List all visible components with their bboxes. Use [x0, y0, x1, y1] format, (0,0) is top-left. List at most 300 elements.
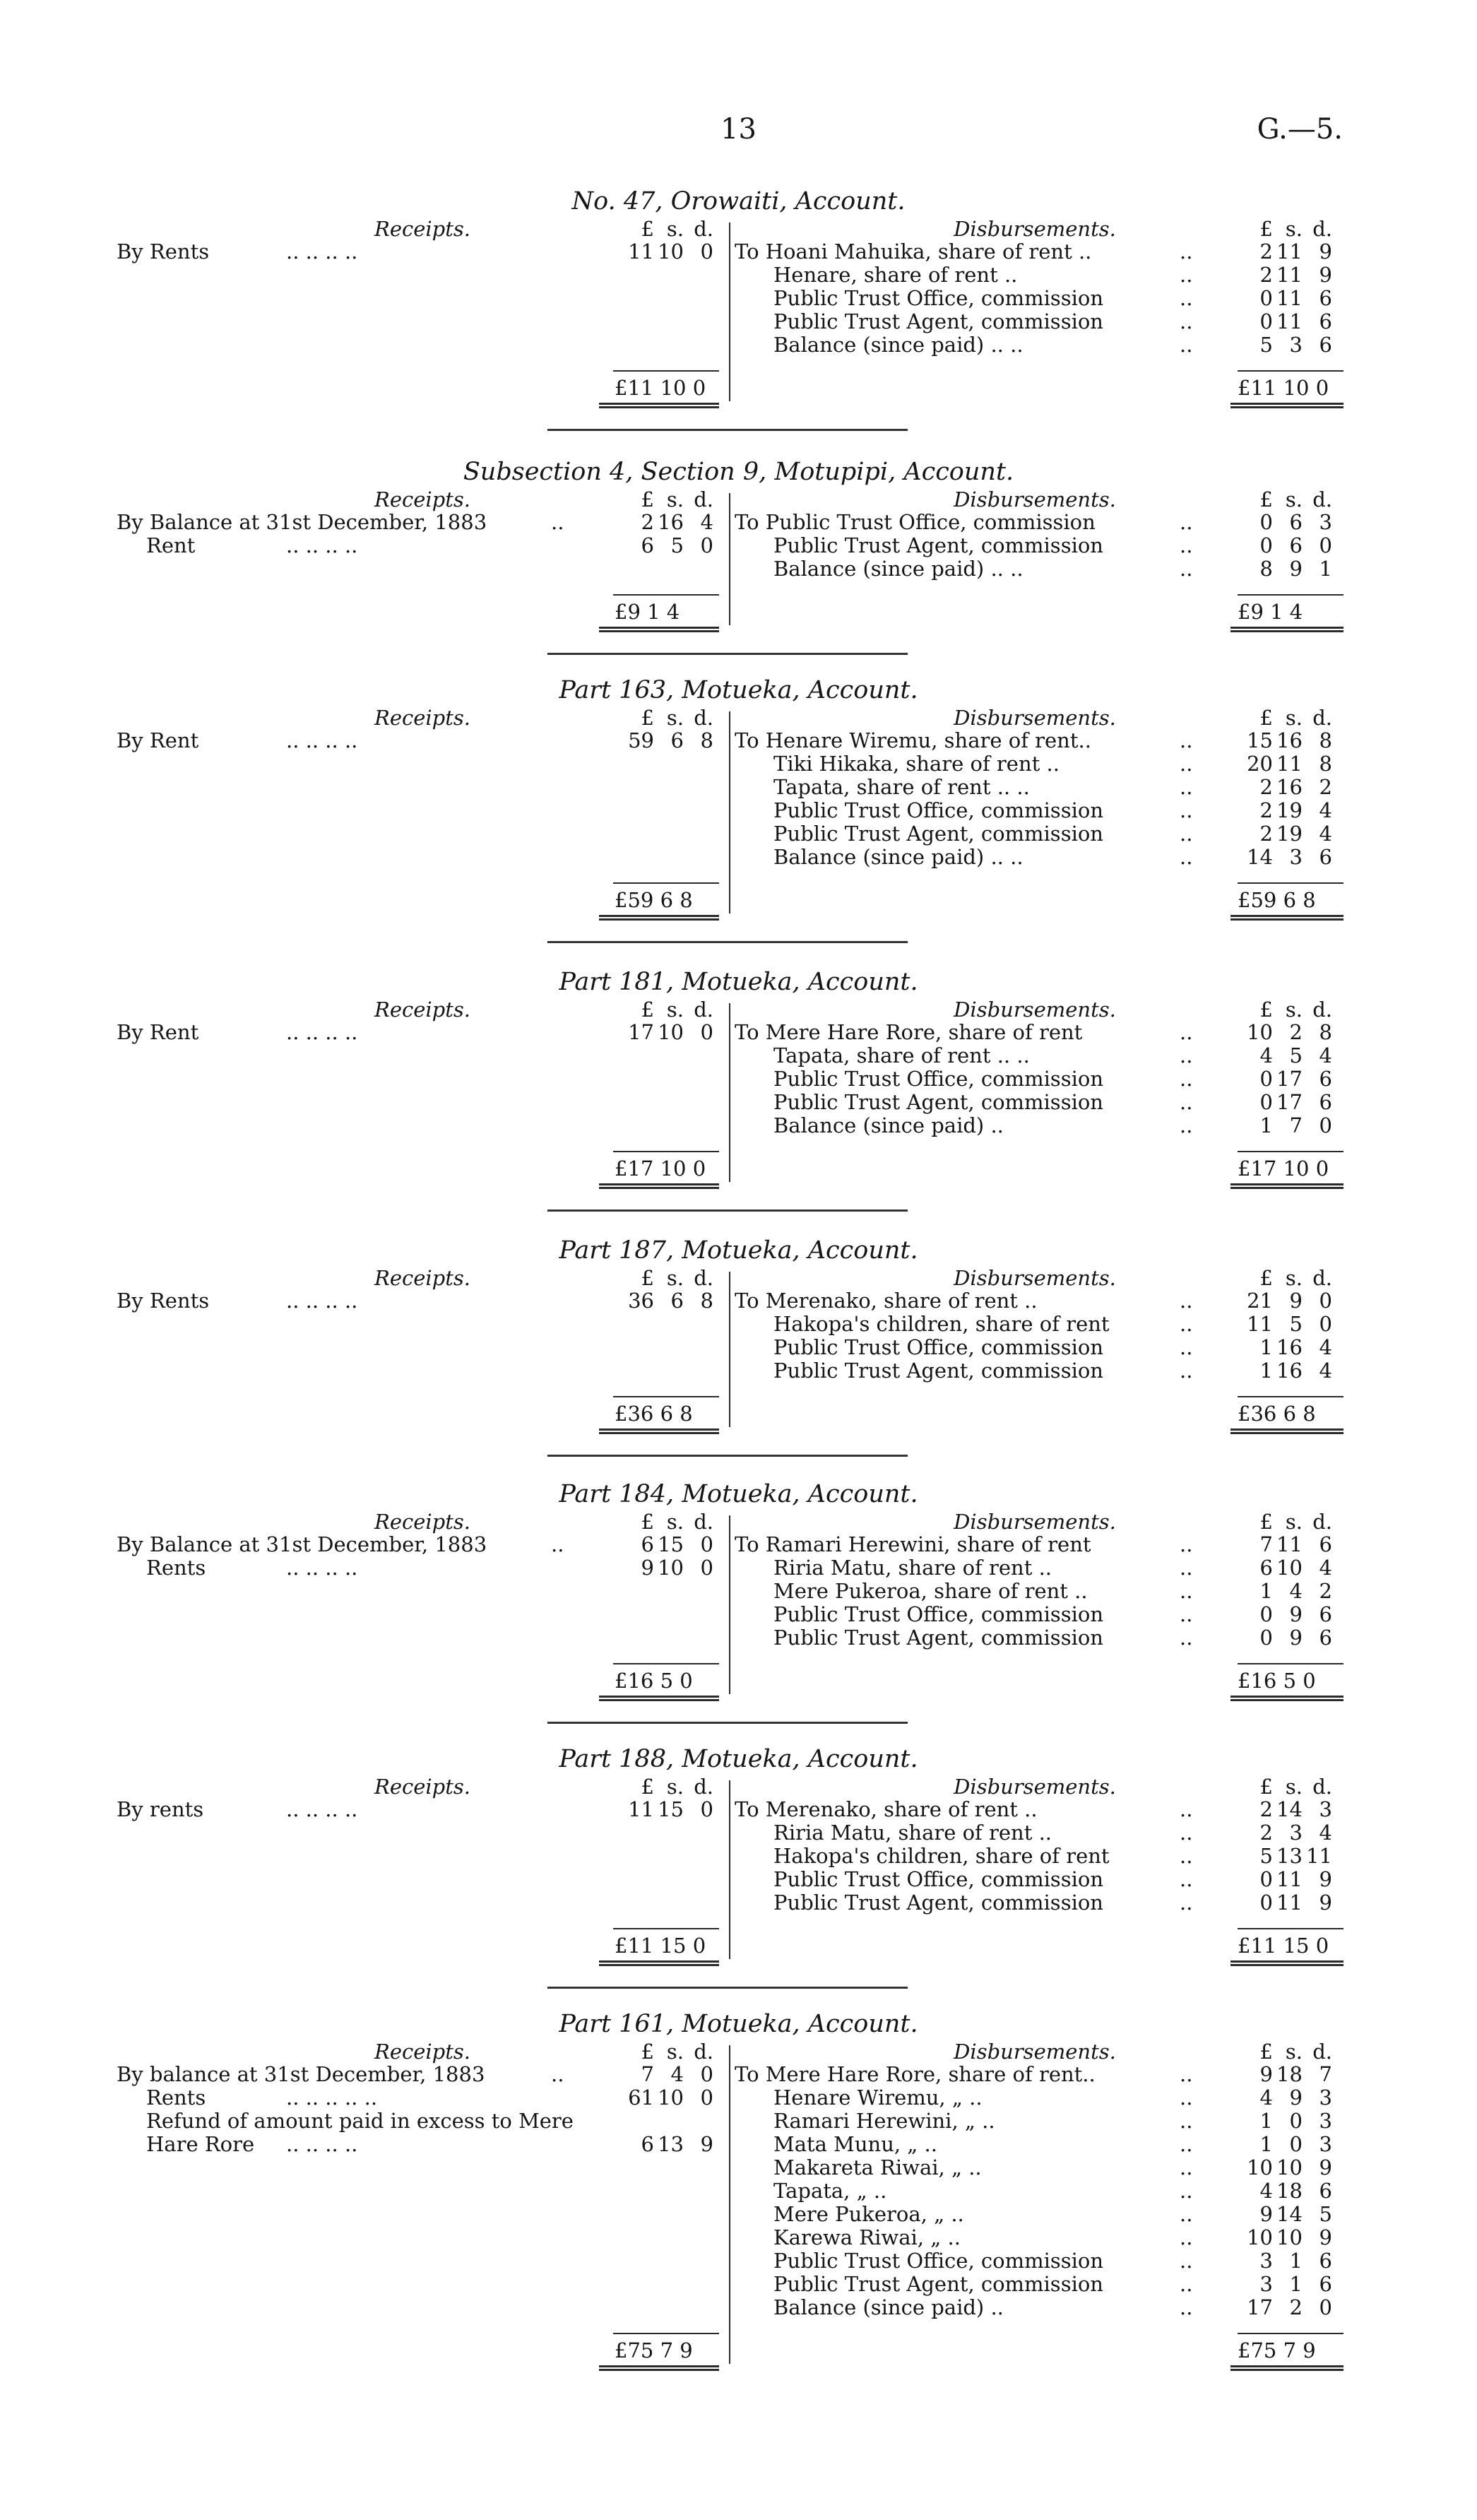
disbursement-amount [1242, 2272, 1332, 2296]
disbursement-amount-pounds: 0 [1259, 1891, 1273, 1915]
disbursement-amount-pounds: 15 [1247, 728, 1273, 752]
disbursement-leader-dots: .. [1180, 1090, 1193, 1114]
disbursement-leader-dots: .. [1180, 510, 1193, 534]
disbursement-label: Riria Matu, share of rent .. [773, 1556, 1052, 1580]
disbursement-amount-pence: 9 [1319, 2225, 1332, 2249]
disbursement-amount-pence: 3 [1319, 2086, 1332, 2110]
account-separator [547, 653, 908, 655]
unit-shilling: s. [666, 217, 684, 241]
receipt-amount-shillings: 16 [658, 510, 684, 534]
disbursements-total-double-rule [1230, 915, 1343, 921]
disbursement-amount-pence: 5 [1319, 2202, 1332, 2226]
receipt-amount-pounds: 9 [641, 1556, 654, 1580]
disbursement-amount [1242, 286, 1332, 310]
receipts-units-header [623, 2040, 713, 2064]
column-divider [729, 1003, 730, 1182]
unit-shilling: s. [666, 1510, 684, 1534]
receipt-amount-pounds: 6 [641, 2132, 654, 2156]
disbursement-amount-pounds: 0 [1259, 533, 1273, 557]
disbursement-amount-pence: 6 [1319, 1626, 1332, 1650]
disbursement-amount [1242, 1335, 1332, 1359]
receipts-units-header [623, 217, 713, 241]
receipt-leader-dots: .. .. .. .. [286, 2132, 358, 2156]
receipt-amount [623, 533, 713, 557]
disbursement-leader-dots: .. [1180, 1289, 1193, 1313]
disbursement-amount-shillings: 5 [1289, 1312, 1303, 1336]
disbursement-amount-shillings: 10 [1276, 2225, 1303, 2249]
disbursement-leader-dots: .. [1180, 2062, 1193, 2086]
receipt-leader-dots: .. [551, 510, 564, 534]
account-section [0, 187, 1477, 403]
disbursement-leader-dots: .. [1180, 2202, 1193, 2226]
unit-shilling: s. [1285, 998, 1303, 1022]
disbursement-amount-shillings: 14 [1276, 2202, 1303, 2226]
receipts-subtotal-rule [613, 594, 719, 596]
receipts-total-double-rule [599, 627, 719, 632]
disbursement-label: To Public Trust Office, commission [735, 510, 1096, 534]
disbursement-amount-pounds: 1 [1259, 2132, 1273, 2156]
disbursement-amount-pence: 4 [1319, 1556, 1332, 1580]
disbursement-label: Public Trust Agent, commission [773, 1891, 1103, 1915]
unit-pence: d. [694, 1266, 713, 1290]
receipts-subtotal-rule [613, 1663, 719, 1664]
disbursement-amount [1242, 2249, 1332, 2273]
receipts-heading: Receipts. [374, 487, 470, 511]
disbursement-amount-pence: 6 [1319, 1067, 1332, 1091]
unit-shilling: s. [1285, 217, 1303, 241]
receipt-amount-pounds: 36 [628, 1289, 654, 1313]
disbursement-leader-dots: .. [1180, 1335, 1193, 1359]
disbursement-label: Public Trust Office, commission [773, 1067, 1104, 1091]
disbursement-amount-shillings: 11 [1276, 1532, 1303, 1556]
account-separator [547, 1209, 908, 1212]
disbursements-total-double-rule [1230, 627, 1343, 632]
disbursement-amount [1242, 2202, 1332, 2226]
disbursements-total-double-rule [1230, 1183, 1343, 1189]
disbursement-amount-shillings: 14 [1276, 1797, 1303, 1821]
disbursement-amount-shillings: 17 [1276, 1067, 1303, 1091]
disbursement-amount [1242, 309, 1332, 333]
receipts-subtotal-rule [613, 2333, 719, 2334]
unit-shilling: s. [666, 998, 684, 1022]
disbursement-leader-dots: .. [1180, 2086, 1193, 2110]
unit-pound: £ [641, 706, 654, 730]
receipt-amount-pounds: 11 [628, 1797, 654, 1821]
receipt-label: By rents [117, 1797, 204, 1821]
receipt-amount-pence: 0 [700, 239, 713, 264]
disbursement-amount-pounds: 2 [1259, 1821, 1273, 1845]
disbursement-amount-pounds: 14 [1247, 845, 1273, 869]
disbursement-amount-pence: 0 [1319, 2295, 1332, 2319]
disbursement-amount-pounds: 9 [1259, 2062, 1273, 2086]
disbursement-amount-pence: 8 [1319, 728, 1332, 752]
disbursement-amount-pounds: 2 [1259, 798, 1273, 822]
receipts-heading: Receipts. [374, 1775, 470, 1799]
disbursement-amount-pounds: 21 [1247, 1289, 1273, 1313]
disbursement-amount-shillings: 11 [1276, 309, 1303, 333]
receipt-amount-pounds: 2 [641, 510, 654, 534]
disbursement-amount-pounds: 10 [1247, 2155, 1273, 2179]
disbursement-amount-pounds: 9 [1259, 2202, 1273, 2226]
disbursement-amount-pounds: 2 [1259, 775, 1273, 799]
account-section [0, 1236, 1477, 1428]
disbursement-label: To Henare Wiremu, share of rent.. [735, 728, 1091, 752]
disbursements-total-double-rule [1230, 1960, 1343, 1966]
account-title: No. 47, Orowaiti, Account. [571, 187, 906, 215]
disbursement-amount-shillings: 18 [1276, 2179, 1303, 2203]
disbursement-amount-shillings: 16 [1276, 728, 1303, 752]
disbursement-amount-shillings: 1 [1289, 2249, 1303, 2273]
disbursement-amount [1242, 1797, 1332, 1821]
receipts-heading: Receipts. [374, 217, 470, 241]
disbursement-leader-dots: .. [1180, 239, 1193, 264]
column-divider [729, 2045, 730, 2364]
disbursement-amount-shillings: 0 [1289, 2132, 1303, 2156]
receipts-subtotal-rule [613, 1928, 719, 1929]
disbursement-leader-dots: .. [1180, 1556, 1193, 1580]
disbursement-label: Balance (since paid) .. [773, 2295, 1004, 2319]
disbursement-amount-pence: 6 [1319, 286, 1332, 310]
disbursement-amount [1242, 1359, 1332, 1383]
disbursement-amount-pence: 4 [1319, 1821, 1332, 1845]
disbursement-label: Balance (since paid) .. .. [773, 333, 1024, 357]
disbursement-label: Public Trust Agent, commission [773, 533, 1103, 557]
disbursement-amount-shillings: 19 [1276, 798, 1303, 822]
disbursements-heading: Disbursements. [954, 1510, 1116, 1534]
receipt-amount-pounds: 6 [641, 1532, 654, 1556]
disbursement-amount [1242, 333, 1332, 357]
disbursement-leader-dots: .. [1180, 2155, 1193, 2179]
unit-pence: d. [1312, 487, 1332, 511]
receipt-label: By Balance at 31st December, 1883 [117, 1532, 487, 1556]
column-divider [729, 1515, 730, 1694]
disbursement-amount-pence: 6 [1319, 1090, 1332, 1114]
receipt-label: By Rent [117, 728, 199, 752]
disbursement-amount [1242, 533, 1332, 557]
disbursement-label: Public Trust Agent, commission [773, 309, 1103, 333]
column-divider [729, 223, 730, 401]
receipt-label: By Rents [117, 1289, 210, 1313]
disbursement-amount-pounds: 8 [1259, 557, 1273, 581]
disbursement-leader-dots: .. [1180, 1113, 1193, 1137]
disbursement-label: Tapata, share of rent .. .. [773, 775, 1030, 799]
receipt-amount-pence: 8 [700, 728, 713, 752]
receipt-amount-pence: 0 [700, 1020, 713, 1044]
unit-pence: d. [1312, 1775, 1332, 1799]
unit-pound: £ [1259, 706, 1273, 730]
disbursement-amount-shillings: 3 [1289, 845, 1303, 869]
receipt-amount [623, 2086, 713, 2110]
receipts-total-double-rule [599, 1960, 719, 1966]
disbursement-amount-pence: 6 [1319, 1602, 1332, 1626]
receipts-heading: Receipts. [374, 998, 470, 1022]
unit-shilling: s. [666, 2040, 684, 2064]
disbursement-amount-shillings: 13 [1276, 1844, 1303, 1868]
unit-shilling: s. [666, 487, 684, 511]
disbursements-total-double-rule [1230, 2365, 1343, 2371]
disbursement-amount-pounds: 0 [1259, 510, 1273, 534]
receipt-amount [623, 2109, 713, 2133]
disbursements-units-header [1242, 1266, 1332, 1290]
disbursement-amount-shillings: 11 [1276, 263, 1303, 287]
disbursement-label: Public Trust Agent, commission [773, 1090, 1103, 1114]
receipts-total-double-rule [599, 1183, 719, 1189]
receipt-amount [623, 1289, 713, 1313]
disbursement-amount-shillings: 2 [1289, 1020, 1303, 1044]
receipt-leader-dots: .. .. .. .. [286, 239, 358, 264]
disbursement-amount-shillings: 17 [1276, 1090, 1303, 1114]
disbursements-total: £36 6 8 [1238, 1402, 1316, 1426]
disbursement-amount-shillings: 0 [1289, 2109, 1303, 2133]
receipt-label: By balance at 31st December, 1883 [117, 2062, 485, 2086]
disbursement-amount [1242, 2295, 1332, 2319]
disbursement-amount-pounds: 17 [1247, 2295, 1273, 2319]
disbursement-leader-dots: .. [1180, 1312, 1193, 1336]
disbursement-label: To Merenako, share of rent .. [735, 1289, 1038, 1313]
disbursement-amount-shillings: 3 [1289, 333, 1303, 357]
disbursement-amount-pence: 3 [1319, 2109, 1332, 2133]
unit-shilling: s. [1285, 706, 1303, 730]
disbursements-total-double-rule [1230, 1696, 1343, 1701]
disbursement-leader-dots: .. [1180, 309, 1193, 333]
disbursement-leader-dots: .. [1180, 845, 1193, 869]
account-section [0, 968, 1477, 1183]
disbursements-total: £17 10 0 [1238, 1157, 1329, 1181]
receipt-amount-pounds: 59 [628, 728, 654, 752]
disbursement-amount-pence: 6 [1319, 333, 1332, 357]
column-divider [729, 711, 730, 913]
disbursement-amount-pence: 0 [1319, 1113, 1332, 1137]
disbursement-label: Public Trust Office, commission [773, 798, 1104, 822]
disbursement-amount-shillings: 9 [1289, 557, 1303, 581]
receipts-heading: Receipts. [374, 1510, 470, 1534]
disbursement-leader-dots: .. [1180, 1043, 1193, 1067]
disbursements-subtotal-rule [1238, 1151, 1343, 1152]
disbursements-total: £59 6 8 [1238, 888, 1316, 912]
disbursement-amount [1242, 1867, 1332, 1891]
disbursement-leader-dots: .. [1180, 1532, 1193, 1556]
disbursement-label: Public Trust Agent, commission [773, 1359, 1103, 1383]
disbursement-amount-pence: 4 [1319, 1335, 1332, 1359]
receipt-amount-pence: 0 [700, 1797, 713, 1821]
disbursement-label: Tapata, „ .. [773, 2179, 887, 2203]
disbursement-amount-shillings: 11 [1276, 239, 1303, 264]
disbursement-amount [1242, 845, 1332, 869]
disbursement-label: Makareta Riwai, „ .. [773, 2155, 982, 2179]
disbursement-amount-pounds: 11 [1247, 1312, 1273, 1336]
receipt-amount [623, 1532, 713, 1556]
disbursement-amount-pence: 2 [1319, 775, 1332, 799]
receipt-amount-shillings: 15 [658, 1797, 684, 1821]
disbursements-total-double-rule [1230, 1428, 1343, 1434]
receipt-label: By Balance at 31st December, 1883 [117, 510, 487, 534]
receipt-leader-dots: .. .. .. .. [286, 1797, 358, 1821]
disbursement-amount [1242, 2179, 1332, 2203]
disbursement-amount-pence: 6 [1319, 2272, 1332, 2296]
disbursement-amount [1242, 510, 1332, 534]
disbursement-amount [1242, 1626, 1332, 1650]
disbursement-amount [1242, 2132, 1332, 2156]
disbursement-amount-shillings: 4 [1289, 1579, 1303, 1603]
disbursement-leader-dots: .. [1180, 1626, 1193, 1650]
disbursement-amount-pounds: 0 [1259, 1090, 1273, 1114]
unit-pence: d. [694, 487, 713, 511]
disbursement-amount-pence: 2 [1319, 1579, 1332, 1603]
disbursement-label: Tapata, share of rent .. .. [773, 1043, 1030, 1067]
receipts-units-header [623, 998, 713, 1022]
receipts-total: £36 6 8 [615, 1402, 693, 1426]
disbursement-amount-pence: 3 [1319, 510, 1332, 534]
receipts-subtotal-rule [613, 882, 719, 884]
unit-pence: d. [694, 998, 713, 1022]
disbursements-subtotal-rule [1238, 370, 1343, 372]
disbursement-amount [1242, 1090, 1332, 1114]
disbursement-amount-shillings: 2 [1289, 2295, 1303, 2319]
disbursement-amount-pence: 4 [1319, 1359, 1332, 1383]
disbursement-label: Karewa Riwai, „ .. [773, 2225, 961, 2249]
disbursement-leader-dots: .. [1180, 752, 1193, 776]
unit-pound: £ [1259, 1775, 1273, 1799]
unit-pound: £ [1259, 1510, 1273, 1534]
account-separator [547, 941, 908, 943]
disbursement-label: Ramari Herewini, „ .. [773, 2109, 995, 2133]
disbursement-leader-dots: .. [1180, 533, 1193, 557]
disbursement-amount-pence: 6 [1319, 309, 1332, 333]
disbursement-label: To Merenako, share of rent .. [735, 1797, 1038, 1821]
unit-pence: d. [694, 706, 713, 730]
unit-shilling: s. [1285, 2040, 1303, 2064]
disbursement-amount-shillings: 6 [1289, 510, 1303, 534]
receipt-amount-pounds: 61 [628, 2086, 654, 2110]
disbursement-leader-dots: .. [1180, 1602, 1193, 1626]
disbursement-amount-pounds: 1 [1259, 1359, 1273, 1383]
disbursement-label: Mere Pukeroa, share of rent .. [773, 1579, 1088, 1603]
disbursement-amount-pence: 6 [1319, 845, 1332, 869]
disbursement-label: Henare, share of rent .. [773, 263, 1018, 287]
disbursement-amount-pounds: 10 [1247, 2225, 1273, 2249]
receipt-amount [623, 1556, 713, 1580]
disbursement-label: Hakopa's children, share of rent [773, 1312, 1110, 1336]
disbursement-amount-shillings: 10 [1276, 1556, 1303, 1580]
disbursement-label: Public Trust Office, commission [773, 1867, 1104, 1891]
receipt-amount-pence: 0 [700, 533, 713, 557]
page-number: 13 [720, 113, 757, 146]
disbursements-subtotal-rule [1238, 1663, 1343, 1664]
disbursement-amount-pence: 8 [1319, 1020, 1332, 1044]
receipt-amount [623, 728, 713, 752]
account-title: Part 187, Motueka, Account. [559, 1236, 918, 1265]
receipt-amount-shillings: 6 [670, 728, 684, 752]
disbursement-amount [1242, 1556, 1332, 1580]
disbursement-amount-pounds: 6 [1259, 1556, 1273, 1580]
disbursement-label: Mata Munu, „ .. [773, 2132, 937, 2156]
disbursement-amount [1242, 2155, 1332, 2179]
disbursements-subtotal-rule [1238, 594, 1343, 596]
disbursements-heading: Disbursements. [954, 217, 1116, 241]
disbursements-subtotal-rule [1238, 1396, 1343, 1397]
disbursement-amount-shillings: 19 [1276, 822, 1303, 846]
disbursement-amount [1242, 775, 1332, 799]
disbursement-amount-pence: 6 [1319, 2179, 1332, 2203]
unit-pence: d. [694, 217, 713, 241]
disbursement-leader-dots: .. [1180, 1797, 1193, 1821]
disbursement-leader-dots: .. [1180, 822, 1193, 846]
disbursement-label: To Ramari Herewini, share of rent [735, 1532, 1091, 1556]
disbursement-amount-pounds: 2 [1259, 1797, 1273, 1821]
account-section [0, 676, 1477, 915]
receipt-leader-dots: .. .. .. .. [286, 728, 358, 752]
disbursement-amount-pounds: 3 [1259, 2249, 1273, 2273]
disbursement-amount-pence: 4 [1319, 822, 1332, 846]
disbursement-label: Public Trust Office, commission [773, 286, 1104, 310]
disbursement-amount-pounds: 20 [1247, 752, 1273, 776]
disbursement-amount-pence: 0 [1319, 1289, 1332, 1313]
disbursement-amount-pounds: 0 [1259, 286, 1273, 310]
disbursement-amount-pounds: 2 [1259, 263, 1273, 287]
disbursement-amount-pounds: 4 [1259, 2179, 1273, 2203]
unit-pound: £ [1259, 2040, 1273, 2064]
receipt-amount [623, 239, 713, 264]
disbursement-label: Balance (since paid) .. [773, 1113, 1004, 1137]
unit-pound: £ [1259, 217, 1273, 241]
unit-pound: £ [641, 487, 654, 511]
receipt-amount-shillings: 13 [658, 2132, 684, 2156]
receipt-amount-pence: 8 [700, 1289, 713, 1313]
disbursement-amount-pounds: 0 [1259, 1867, 1273, 1891]
disbursement-leader-dots: .. [1180, 1020, 1193, 1044]
disbursement-amount-shillings: 1 [1289, 2272, 1303, 2296]
unit-pence: d. [1312, 1266, 1332, 1290]
receipt-leader-dots: .. .. .. .. [286, 1289, 358, 1313]
receipt-leader-dots: .. .. .. .. [286, 1020, 358, 1044]
receipt-amount-shillings: 10 [658, 239, 684, 264]
receipt-amount-pounds: 17 [628, 1020, 654, 1044]
column-divider [729, 493, 730, 625]
unit-shilling: s. [666, 1266, 684, 1290]
disbursement-amount [1242, 1821, 1332, 1845]
disbursement-amount-pence: 9 [1319, 1891, 1332, 1915]
disbursement-amount-pence: 0 [1319, 533, 1332, 557]
receipts-total: £16 5 0 [615, 1669, 693, 1693]
disbursement-amount-shillings: 7 [1289, 1113, 1303, 1137]
disbursement-amount [1242, 263, 1332, 287]
disbursements-total: £11 15 0 [1238, 1934, 1329, 1958]
disbursement-amount-pounds: 1 [1259, 1113, 1273, 1137]
disbursements-units-header [1242, 706, 1332, 730]
disbursement-leader-dots: .. [1180, 2225, 1193, 2249]
disbursements-units-header [1242, 998, 1332, 1022]
receipt-amount-pounds: 7 [641, 2062, 654, 2086]
unit-pence: d. [694, 2040, 713, 2064]
disbursement-amount-shillings: 9 [1289, 1602, 1303, 1626]
unit-pound: £ [641, 2040, 654, 2064]
unit-shilling: s. [1285, 1510, 1303, 1534]
disbursement-amount-pence: 6 [1319, 2249, 1332, 2273]
disbursement-leader-dots: .. [1180, 1891, 1193, 1915]
disbursement-leader-dots: .. [1180, 263, 1193, 287]
disbursement-amount [1242, 728, 1332, 752]
disbursement-amount-pounds: 0 [1259, 1602, 1273, 1626]
disbursement-amount [1242, 2062, 1332, 2086]
disbursement-amount [1242, 2225, 1332, 2249]
disbursement-amount-pence: 0 [1319, 1312, 1332, 1336]
disbursement-leader-dots: .. [1180, 728, 1193, 752]
disbursement-amount-shillings: 11 [1276, 1867, 1303, 1891]
disbursement-amount-shillings: 11 [1276, 752, 1303, 776]
disbursement-amount-pence: 6 [1319, 1532, 1332, 1556]
receipt-label: By Rent [117, 1020, 199, 1044]
disbursement-amount-pence: 7 [1319, 2062, 1332, 2086]
